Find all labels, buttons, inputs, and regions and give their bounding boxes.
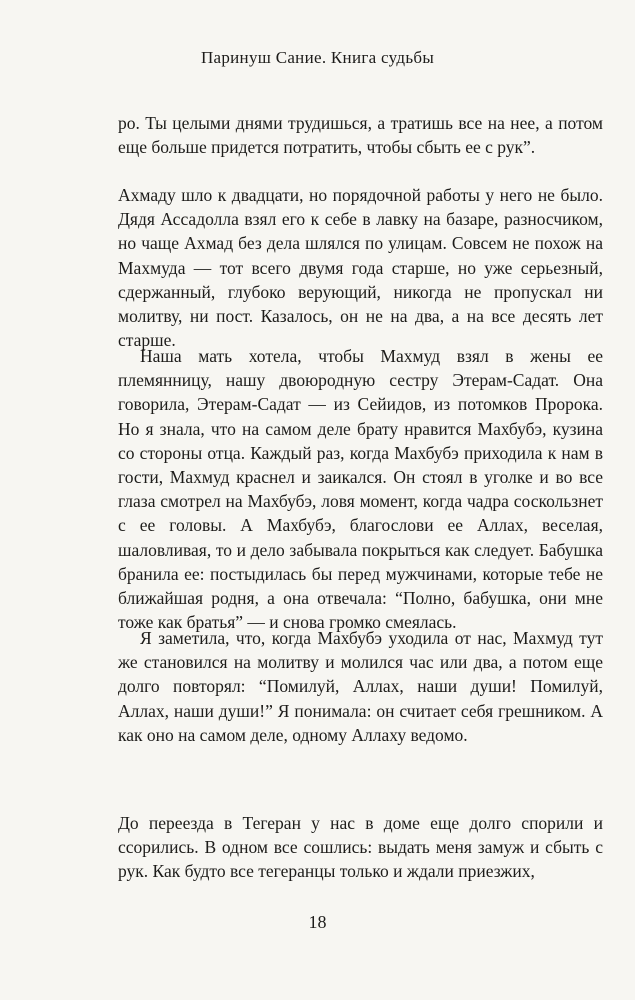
paragraph-continuation: ро. Ты целыми днями трудишься, а тратишь все на нее, а потом еще больше придется потратить, чтобы сбыть ее с рук”.	[118, 113, 603, 158]
paragraph-prayer: Я заметила, что, когда Махбубэ уходила от нас, Махмуд тут же становился на молитву и молился час или два, а потом еще долго повторял: “Помилуй, Аллах, наши души! Помилуй, Аллах, наши души!” Я понимала: он считает себя грешником. А как оно на самом деле, одному Аллаху ведомо.	[118, 628, 603, 745]
paragraph-tehran: До переезда в Тегеран у нас в доме еще долго спорили и ссорились. В одном все сошлись: выдать меня замуж и сбыть с рук. Как будто все тегеранцы только и ждали приезжих,	[118, 813, 603, 882]
paragraph-mother: Наша мать хотела, чтобы Махмуд взял в жены ее племянницу, нашу двоюродную сестру Этерам-Садат. Она говорила, Этерам-Садат — из Сейидов, из потомков Пророка. Но я знала, что на самом деле брату нравится Махбубэ, кузина со стороны отца. Каждый раз, когда Махбубэ приходила к нам в гости, Махмуд краснел и заикался. Он стоял в уголке и во все глаза смотрел на Махбубэ, ловя момент, когда чадра соскользнет с ее головы. А Махбубэ, благослови ее Аллах, веселая, шаловливая, то и дело забывала покрыться как следует. Бабушка бранила ее: постыдилась бы перед мужчинами, которые тебе не ближайшая родня, а она отвечала: “Полно, бабушка, они мне тоже как братья” — и снова громко смеялась.	[118, 346, 603, 633]
running-header: Паринуш Сание. Книга судьбы	[200, 48, 435, 67]
paragraph-ahmad: Ахмаду шло к двадцати, но порядочной работы у него не было. Дядя Ассадолла взял его к себе в лавку на базаре, разносчиком, но чаще Ахмад без дела шлялся по улицам. Совсем не похож на Махмуда — тот всего двумя года старше, но уже серьезный, сдержанный, глубоко верующий, никогда не пропускал ни молитву, ни пост. Казалось, он не на два, а на все десять лет старше.	[118, 185, 603, 351]
page-number: 18	[308, 912, 327, 932]
